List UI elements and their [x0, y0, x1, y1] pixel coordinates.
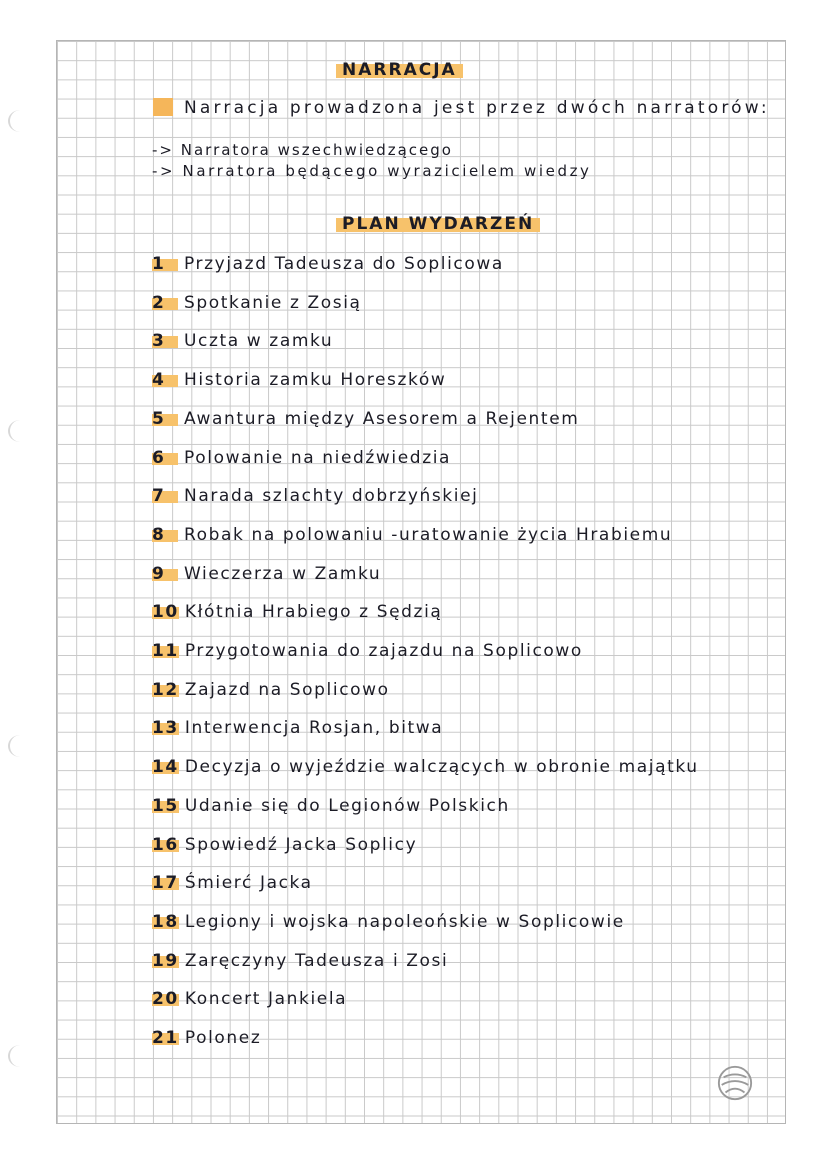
- globe-logo-icon: [716, 1064, 754, 1102]
- plan-item: [152, 641, 583, 661]
- plan-item-number: 17: [152, 873, 179, 894]
- binder-hole: [8, 1045, 32, 1067]
- plan-item: [152, 873, 313, 893]
- plan-item-text: Uczta w zamku: [184, 331, 334, 352]
- plan-item: [152, 951, 448, 971]
- plan-item: [152, 835, 417, 855]
- plan-item-number: 1: [152, 254, 178, 274]
- plan-item-number: 11: [152, 641, 179, 661]
- plan-item-number: 20: [152, 989, 179, 1010]
- plan-item: [152, 293, 362, 313]
- plan-item-number: 19: [152, 950, 179, 971]
- plan-item-text: Przygotowania do zajazdu na Soplicowo: [184, 641, 583, 661]
- plan-item-text: Polonez: [184, 1028, 262, 1048]
- plan-item: [152, 718, 443, 738]
- plan-item-number: 16: [152, 834, 179, 855]
- binder-hole: [8, 420, 32, 442]
- narrator-line-1: -> Narratora wszechwiedzącego: [152, 141, 453, 159]
- binder-hole: [8, 110, 32, 132]
- plan-item: [152, 564, 381, 584]
- plan-item-text: Narada szlachty dobrzyńskiej: [184, 486, 479, 507]
- plan-item-text: Wieczerza w Zamku: [184, 563, 382, 584]
- plan-item-number: 2: [152, 293, 178, 313]
- plan-item: [152, 680, 390, 700]
- plan-item-number: 12: [152, 679, 179, 700]
- plan-item: [152, 1028, 261, 1048]
- plan-item: [152, 370, 446, 390]
- plan-item-number: 7: [152, 486, 178, 506]
- plan-item-number: 6: [152, 448, 178, 468]
- plan-item: [152, 448, 451, 468]
- plan-item-text: Spotkanie z Zosią: [184, 292, 362, 313]
- plan-item: [152, 409, 579, 429]
- plan-item-number: 13: [152, 718, 179, 739]
- plan-item-text: Koncert Jankiela: [184, 989, 348, 1010]
- plan-item-number: 5: [152, 409, 178, 429]
- plan-item-text: Historia zamku Horeszków: [184, 370, 447, 391]
- plan-item-text: Śmierć Jacka: [184, 873, 313, 894]
- binder-hole: [8, 735, 32, 757]
- plan-item-text: Awantura między Asesorem a Rejentem: [184, 408, 580, 429]
- plan-item-number: 15: [152, 795, 179, 816]
- narracja-intro: Narracja prowadzona jest przez dwóch narratorów:: [184, 98, 770, 118]
- plan-item-number: 9: [152, 564, 178, 584]
- plan-item: [152, 989, 347, 1009]
- plan-item: [152, 796, 510, 816]
- plan-heading: PLAN WYDARZEŃ: [336, 214, 540, 234]
- plan-item-text: Przyjazd Tadeusza do Soplicowa: [184, 254, 504, 274]
- plan-item-text: Zaręczyny Tadeusza i Zosi: [184, 950, 449, 971]
- plan-item-text: Kłótnia Hrabiego z Sędzią: [184, 602, 443, 623]
- plan-item: [152, 525, 672, 545]
- plan-item-number: 8: [152, 525, 178, 545]
- plan-item-text: Interwencja Rosjan, bitwa: [184, 718, 444, 739]
- plan-item-text: Zajazd na Soplicowo: [184, 679, 390, 700]
- bullet-square-icon: [153, 98, 173, 116]
- plan-item: [152, 254, 504, 274]
- plan-item-text: Polowanie na niedźwiedzia: [184, 447, 452, 468]
- plan-item: [152, 602, 442, 622]
- plan-item: [152, 486, 478, 506]
- plan-item-text: Robak na polowaniu -uratowanie życia Hrabiemu: [184, 524, 673, 545]
- plan-item-number: 14: [152, 757, 179, 778]
- plan-item-number: 3: [152, 331, 178, 351]
- plan-item-number: 10: [152, 602, 179, 623]
- plan-item-text: Udanie się do Legionów Polskich: [184, 795, 510, 816]
- plan-item-text: Decyzja o wyjeździe walczących w obronie majątku: [184, 757, 699, 778]
- plan-item: [152, 757, 699, 777]
- plan-item-number: 18: [152, 911, 179, 932]
- narracja-heading: NARRACJA: [336, 60, 463, 80]
- narrator-line-2: -> Narratora będącego wyrazicielem wiedzy: [152, 162, 592, 180]
- plan-item-text: Legiony i wojska napoleońskie w Soplicowie: [184, 911, 625, 932]
- plan-item: [152, 331, 333, 351]
- plan-item: [152, 912, 625, 932]
- plan-item-text: Spowiedź Jacka Soplicy: [184, 834, 418, 855]
- plan-item-number: 21: [152, 1028, 179, 1048]
- plan-item-number: 4: [152, 370, 178, 390]
